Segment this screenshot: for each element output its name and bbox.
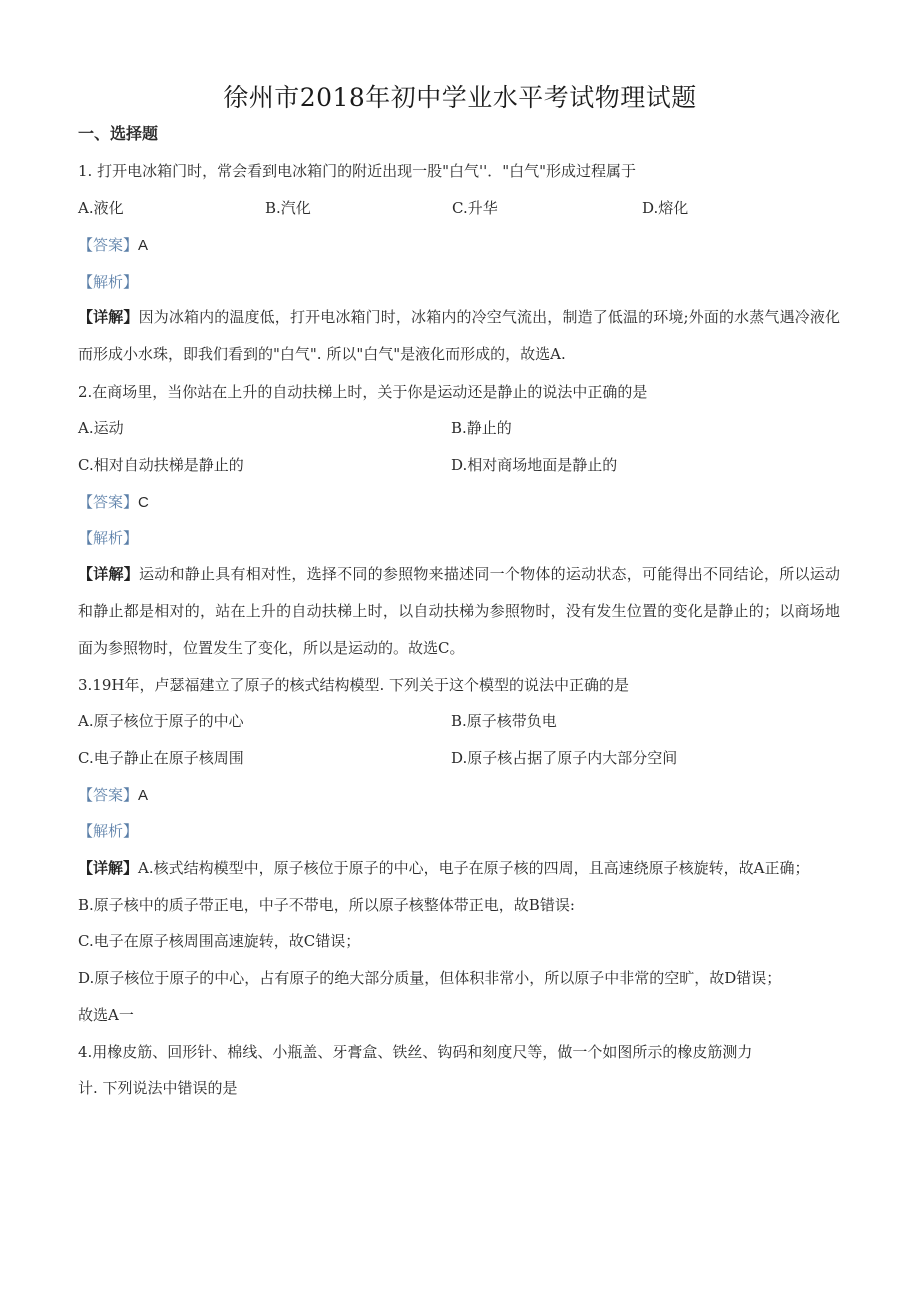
q1-analysis-tag: 【解析】 [78, 273, 139, 291]
question-2-stem: 2.在商场里，当你站在上升的自动扶梯上时，关于你是运动还是静止的说法中正确的是 [78, 383, 648, 401]
q3-detail-line-2: B.原子核中的质子带正电，中子不带电，所以原子核整体带正电，故B错误: [78, 896, 575, 914]
detail-tag: 【详解】 [78, 308, 139, 326]
detail-text: 因为冰箱内的温度低，打开电冰箱门时，冰箱内的冷空气流出，制造了低温的环境;外面的水蒸气遇冷液化而形成小水珠，即我们看到的"白气". 所以"白气"是液化而形成的，故选A. [78, 308, 840, 363]
page-title: 徐州市2018年初中学业水平考试物理试题 [223, 83, 697, 112]
question-1-stem: 1. 打开电冰箱门时，常会看到电冰箱门的附近出现一股"白气''．"白气"形成过程属于 [78, 162, 637, 180]
answer-value: C [138, 494, 149, 511]
q1-option-a: A.液化 [78, 199, 124, 217]
detail-tag: 【详解】 [78, 565, 139, 583]
q3-analysis-tag: 【解析】 [78, 822, 139, 840]
q3-detail-line-4: D.原子核位于原子的中心，占有原子的绝大部分质量，但体积非常小，所以原子中非常的空旷，故D错误； [78, 969, 782, 987]
q3-option-b: B.原子核带负电 [451, 712, 557, 730]
q3-option-d: D.原子核占据了原子内大部分空间 [451, 749, 678, 767]
q2-analysis-tag: 【解析】 [78, 529, 139, 547]
q3-option-c: C.电子静止在原子核周围 [78, 749, 244, 767]
q3-answer [78, 785, 148, 806]
q1-option-d: D.熔化 [642, 199, 689, 217]
detail-tag: 【详解】 [78, 859, 139, 877]
answer-value: A [138, 237, 149, 254]
section-heading: 一、选择题 [78, 124, 159, 143]
q2-detail [78, 556, 840, 667]
q1-option-b: B.汽化 [265, 199, 311, 217]
q2-option-d: D.相对商场地面是静止的 [451, 456, 618, 474]
answer-tag: 【答案】 [78, 786, 139, 804]
answer-value: A [138, 787, 149, 804]
q3-option-a: A.原子核位于原子的中心 [78, 712, 244, 730]
question-4-stem-line-2: 计. 下列说法中错误的是 [78, 1079, 238, 1097]
answer-tag: 【答案】 [78, 236, 139, 254]
q1-answer [78, 235, 148, 256]
question-3-stem: 3.19H年，卢瑟福建立了原子的核式结构模型. 下列关于这个模型的说法中正确的是 [78, 676, 630, 694]
q2-answer [78, 492, 149, 513]
answer-tag: 【答案】 [78, 493, 139, 511]
q1-option-c: C.升华 [452, 199, 498, 217]
q2-option-c: C.相对自动扶梯是静止的 [78, 456, 244, 474]
q3-detail-line-5: 故选A一 [78, 1006, 134, 1024]
detail-text: A.核式结构模型中，原子核位于原子的中心，电子在原子核的四周，且高速绕原子核旋转，故A正确； [138, 859, 810, 877]
q2-option-a: A.运动 [78, 419, 124, 437]
detail-text: 运动和静止具有相对性，选择不同的参照物来描述同一个物体的运动状态，可能得出不同结论，所以运动和静止都是相对的，站在上升的自动扶梯上时，以自动扶梯为参照物时，没有发生位置的变化是静止的；以商场地面为参照物时，位置发生了变化，所以是运动的。故选C。 [78, 565, 840, 657]
question-4-stem-line-1: 4.用橡皮筋、回形针、棉线、小瓶盖、牙膏盒、铁丝、钩码和刻度尺等，做一个如图所示的橡皮筋测力 [78, 1043, 753, 1061]
q3-detail-line-1 [78, 858, 809, 878]
q1-detail [78, 299, 840, 373]
q3-detail-line-3: C.电子在原子核周围高速旋转，故C错误； [78, 932, 361, 950]
q2-option-b: B.静止的 [451, 419, 512, 437]
